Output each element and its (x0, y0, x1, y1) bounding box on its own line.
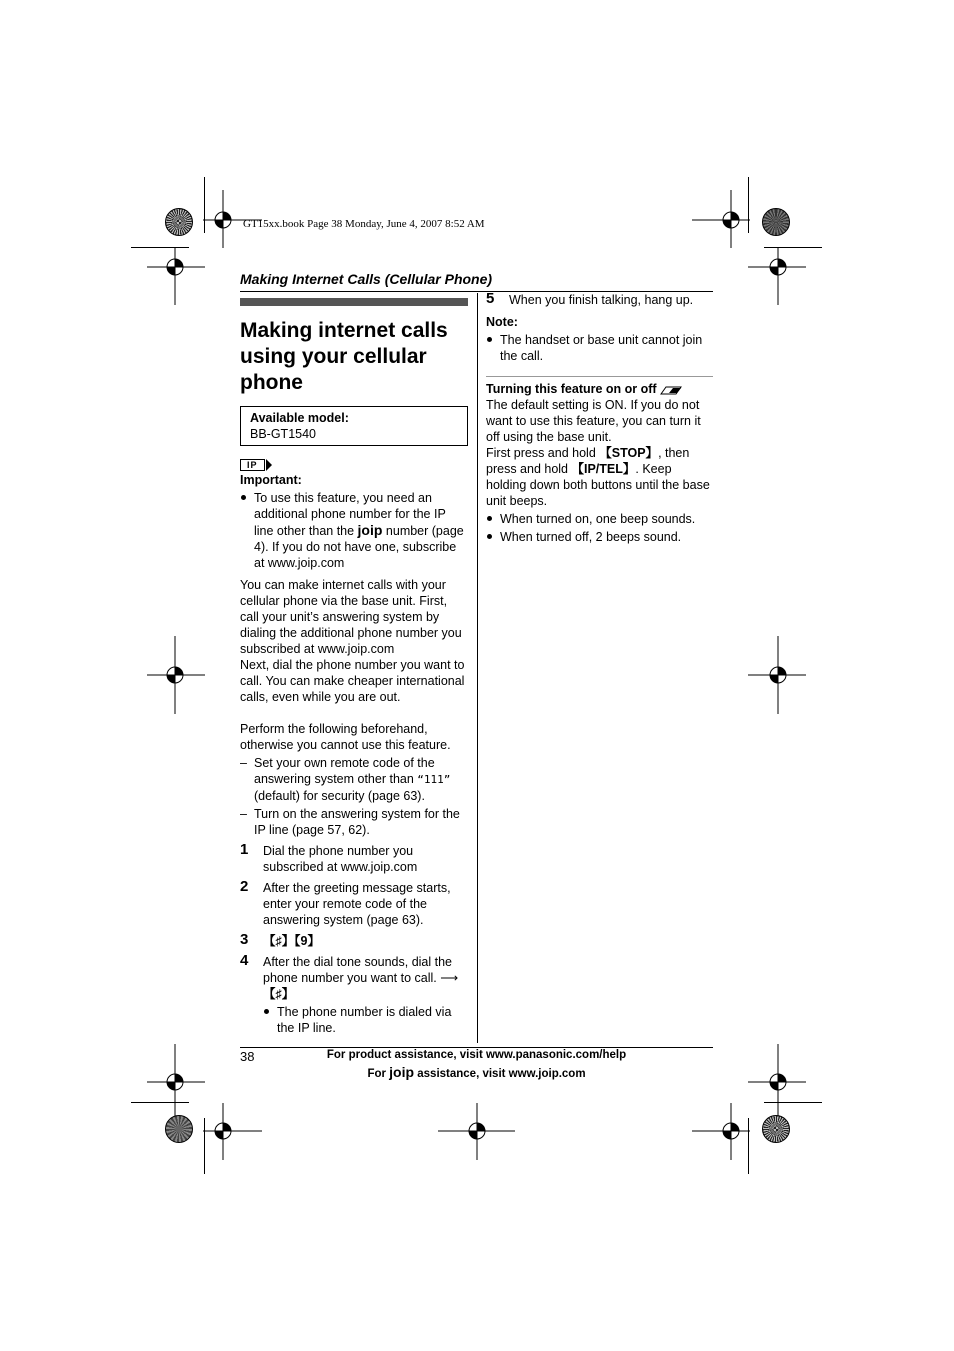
toggle-heading: Turning this feature on or off (486, 381, 713, 397)
print-disc (762, 208, 790, 236)
step-3: 3 【♯】【9】 (240, 931, 320, 948)
intro-paragraph-1: You can make internet calls with your cellular phone via the base unit. First, call your unit’s answering system by dialing the additional phone number you subscribed at www.joip.com (240, 578, 462, 656)
page-number: 38 (240, 1049, 255, 1064)
title-bar (240, 298, 468, 306)
right-column (486, 292, 713, 545)
beforehand-item-1: – Set your own remote code of the answering system other than “111” (default) for security (page 63). (240, 755, 468, 804)
intro-paragraph-2: Next, dial the phone number you want to call. You can make cheaper international calls, even while you are out. (240, 658, 465, 704)
ip-badge-label: IP (240, 459, 265, 471)
step-4-note: The phone number is dialed via the IP line. (263, 1004, 468, 1036)
important-heading: Important: (240, 473, 302, 487)
step-2: 2 After the greeting message starts, enter your remote code of the answering system (page 63). (240, 878, 451, 927)
available-model-box (240, 406, 468, 446)
file-header: GT15xx.book Page 38 Monday, June 4, 2007 8:52 AM (243, 218, 485, 230)
step-5: 5 When you finish talking, hang up. (486, 290, 694, 307)
print-disc (762, 1115, 790, 1143)
section-separator (486, 376, 713, 377)
ip-line-icon (240, 459, 272, 471)
column-divider (477, 293, 478, 1043)
toggle-paragraph-1: The default setting is ON. If you do not want to use this feature, you can turn it off using the base unit. (486, 398, 701, 444)
pound-key: 【♯】 (263, 987, 295, 1001)
ip-tel-key: 【IP/TEL】 (571, 462, 636, 476)
toggle-bullet-off: When turned off, 2 beeps sound. (486, 529, 713, 545)
note-bullet: The handset or base unit cannot join the call. (486, 332, 713, 364)
footer-line-2: For joip assistance, visit www.joip.com (367, 1064, 586, 1080)
beforehand-item-2: – Turn on the answering system for the IP line (page 57, 62). (240, 806, 468, 838)
available-model-value: BB-GT1540 (250, 427, 317, 441)
left-column (240, 296, 468, 1036)
toggle-bullet-on: When turned on, one beep sounds. (486, 511, 713, 527)
base-unit-icon (660, 385, 682, 395)
running-head: Making Internet Calls (Cellular Phone) (240, 271, 493, 287)
joip-logo: joip (389, 1064, 415, 1080)
available-model-label: Available model: (250, 411, 349, 425)
footer-line-1: For product assistance, visit www.panasonic.com/help (326, 1049, 627, 1061)
page-title: Making internet calls using your cellular phone (240, 319, 448, 394)
print-disc (165, 208, 193, 236)
note-heading: Note: (486, 315, 518, 329)
toggle-paragraph-2: First press and hold 【STOP】, then press and hold 【IP/TEL】. Keep holding down both buttons until the base unit beeps. (486, 446, 710, 508)
beforehand-text: Perform the following beforehand, otherwise you cannot use this feature. (240, 722, 451, 752)
important-bullet: To use this feature, you need an additional phone number for the IP line other than the joip number (page 4). If you do not have one, subscribe at www.joip.com (240, 490, 468, 571)
key-sequence: 【♯】【9】 (263, 934, 320, 948)
joip-logo: joip (357, 522, 383, 538)
print-disc (165, 1115, 193, 1143)
step-4: 4 After the dial tone sounds, dial the phone number you want to call. ⟶ 【♯】 The phone number is dialed via the IP line. (240, 954, 468, 1036)
footer-rule (240, 1047, 713, 1048)
stop-key: 【STOP】 (599, 446, 659, 460)
step-1: 1 Dial the phone number you subscribed at www.joip.com (240, 841, 418, 874)
